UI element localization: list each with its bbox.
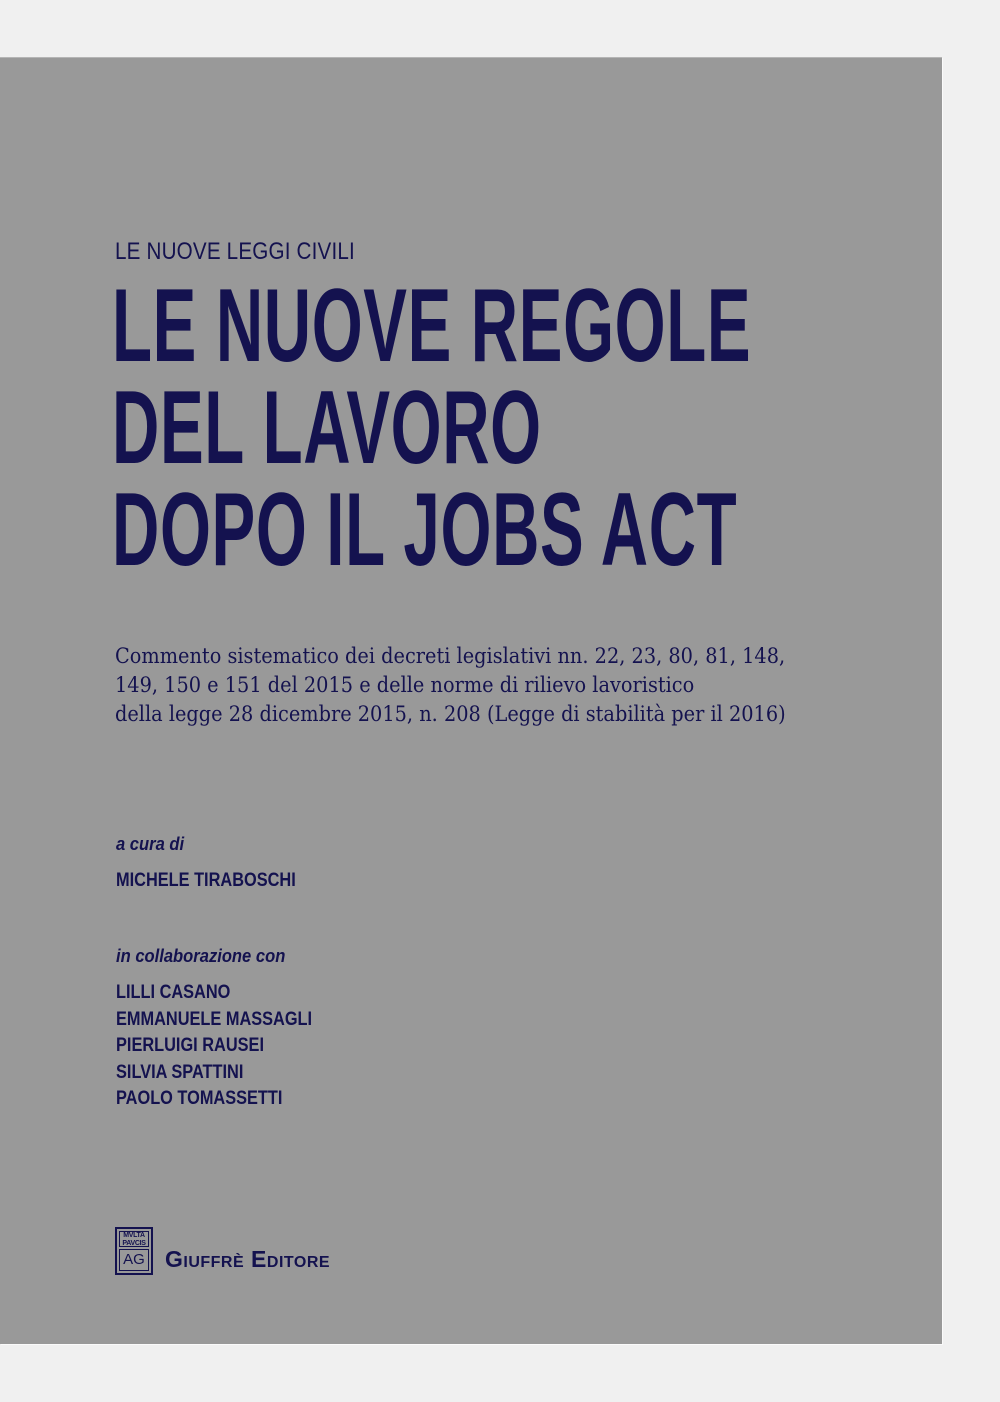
editor: MICHELE TIRABOSCHI — [116, 870, 296, 891]
editor-name — [116, 868, 296, 895]
series-name: LE NUOVE LEGGI CIVILI — [115, 238, 355, 265]
book-cover — [0, 57, 942, 1344]
subtitle-line: Commento sistematico dei decreti legislativi nn. 22, 23, 80, 81, 148, — [115, 644, 786, 668]
publisher-logo-icon — [115, 1227, 153, 1275]
subtitle-line: della legge 28 dicembre 2015, n. 208 (Legge di stabilità per il 2016) — [115, 702, 786, 726]
logo-motto-line: PAVCIS — [122, 1240, 146, 1247]
logo-monogram: AG — [119, 1249, 149, 1271]
book-title — [112, 268, 752, 588]
collaborator: PIERLUIGI RAUSEI — [116, 1035, 264, 1056]
collaborator: SILVIA SPATTINI — [116, 1061, 244, 1083]
title-line: DOPO IL JOBS ACT — [112, 472, 738, 588]
publisher-block — [115, 1227, 330, 1275]
publisher-name: Giuffrè Editore — [165, 1246, 331, 1272]
collaborators-list — [116, 980, 312, 1113]
collaborator: LILLI CASANO — [116, 982, 231, 1003]
logo-motto-line: MVLTA — [123, 1232, 145, 1239]
logo-motto — [119, 1231, 149, 1247]
collaborator: EMMANUELE MASSAGLI — [116, 1008, 313, 1030]
book-subtitle — [115, 642, 786, 729]
title-line: DEL LAVORO — [112, 370, 542, 486]
title-line: LE NUOVE REGOLE — [112, 268, 752, 384]
collaborator: PAOLO TOMASSETTI — [116, 1088, 283, 1109]
editor-label: a cura di — [116, 834, 185, 854]
subtitle-line: 149, 150 e 151 del 2015 e delle norme di rilievo lavoristico — [115, 673, 695, 697]
collaboration-label: in collaborazione con — [116, 946, 286, 966]
